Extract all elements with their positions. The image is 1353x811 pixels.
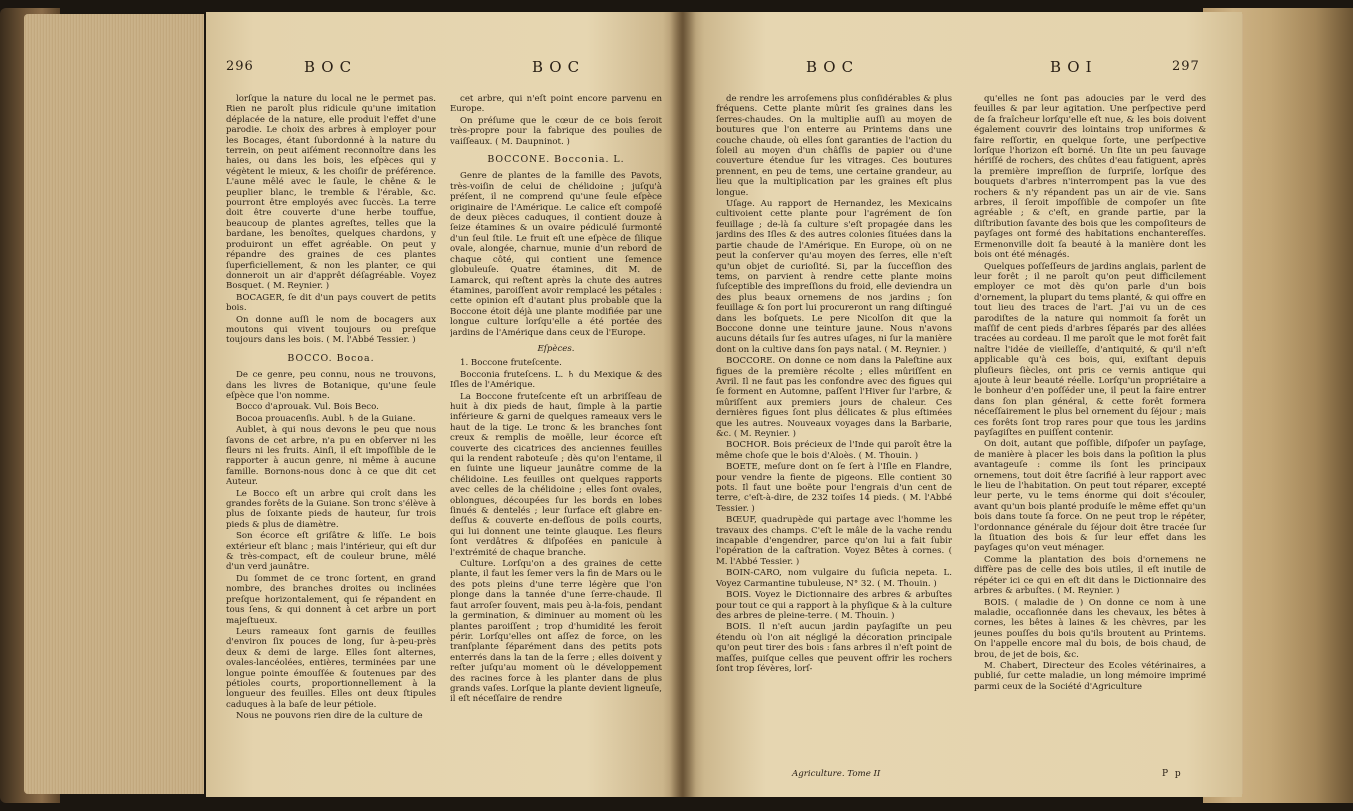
paragraph: BŒUF, quadrupède qui partage avec l'homme les travaux des champs. C'eſt le mâle de la vache rendu incapable d'engendrer, parce qu'on lui a fait ſubir l'opération de la caſtration. Voyez Bêtes à cornes. ( M. l'Abbé Tessier. ) [716,515,952,567]
paragraph: Genre de plantes de la famille des Pavots, très-voiſin de celui de chélidoine ; juſqu'à préſent, il ne comprend qu'une ſeule eſpèce originaire de l'Amérique. Le calice eſt compoſé de deux pièces caduques, il contient douze à ſeize étamines & un ovaire pédiculé ſurmonté d'un ſeul ſtile. Le fruit eſt une eſpèce de ſilique ovale, alongée, charnue, munie d'un rebord de chaque côté, qui contient une ſemence globuleuſe. Quatre étamines, dit M. de Lamarck, qui reſtent après la chute des autres étamines, paroiſſent avoir remplacé les pétales : cette opinion eſt d'autant plus probable que la Boccone étoit déjà une plante modifiée par une longue culture lorſqu'elle a été portée des jardins de l'Amérique dans ceux de l'Europe. [450,171,662,338]
paragraph: BOIS. Il n'eſt aucun jardin payſagiſte un peu étendu où l'on ait négligé la décoration principale qu'on peut tirer des bois : ſans arbres il n'eſt point de maſſes, puiſque celles que peuvent offrir les rochers ſont trop ſévères, lorſ- [716,622,952,674]
paragraph: Leurs rameaux ſont garnis de feuilles d'environ ſix pouces de long, ſur à-peu-près deux & demi de large. Elles ſont alternes, ovales-lancéolées, entières, terminées par une longue pointe émouſſée & ſoutenues par des pétioles courts, proportionnellement à la longueur des feuilles. Elles ont deux ſtipules caduques à la baſe de leur pétiole. [226,626,436,710]
paragraph: De ce genre, peu connu, nous ne trouvons, dans les livres de Botanique, qu'une ſeule eſpèce que l'on nomme. [226,370,436,401]
paragraph: BOCAGER, ſe dit d'un pays couvert de petits bois. [226,292,436,314]
paragraph: 1. Boccone frutеſcente. [460,358,562,369]
right-page-number: 297 [1172,59,1200,74]
paragraph: Son écorce eſt griſâtre & liſſe. Le bois extérieur eſt blanc ; mais l'intérieur, qui eſt dur & très-compact, eſt de couleur brune, mêlé d'un verd jaunâtre. [226,531,436,573]
paragraph: On donne auſſi le nom de bocagers aux moutons qui vivent toujours ou preſque toujours dans les bois. ( M. l'Abbé Tessier. ) [226,314,436,346]
paragraph: Comme la plantation des bois d'ornemens ne diffère pas de celle des bois utiles, il eſt inutile de répéter ici ce qui en eſt dit dans le Dictionnaire des arbres & arbuſtes. ( M. Reynier. ) [974,554,1206,597]
paragraph: Bocconia frutеſcens. L. ♄ du Mexique & des Iſles de l'Amérique. [450,369,662,391]
left-page-edges [24,14,204,794]
paragraph: BOIS. ( maladie de ) On donne ce nom à une maladie, occaſionnée dans les chevaux, les bêtes à cornes, les bêtes à laines & les chèvres, par les jeunes pouſſes du bois qu'ils broutent au Printems. On l'appelle encore mal du bois, de bois chaud, de brou, de jet de bois, &c. [974,597,1206,660]
paragraph: Eſpèces. [537,343,575,354]
right-running-head [682,58,1242,88]
paragraph: On préſume que le cœur de ce bois ſeroit très-propre pour la fabrique des poulies de vaiſſeaux. ( M. Daupninot. ) [450,115,662,147]
left-page [206,12,682,797]
right-head-title-1: BOC [806,58,860,76]
paragraph: BOCHOR. Bois précieux de l'Inde qui paroît être la même choſe que le bois d'Aloès. ( M. Thouin. ) [716,440,952,461]
paragraph: de rendre les arroſemens plus conſidérables & plus fréquens. Cette plante mûrit ſes graines dans les ſerres-chaudes. On la multiplie auſſi au moyen de boutures que l'on enterre au Printems dans une couche chaude, où elles ſont garanties de l'action du ſoleil au moyen d'un châſſis de papier ou d'une couverture étendue ſur les vitrages. Ces boutures prennent, en peu de tems, une certaine grandeur, au lieu que la multiplication par les graines eſt plus longue. [716,94,952,198]
signature-mark: P p [1162,768,1183,779]
paragraph: Nous ne pouvons rien dire de la culture de [236,711,423,722]
right-head-title-2: BOI [1050,58,1098,76]
paragraph: BOIN-CARO, nom vulgaire du ſuſicia nepeta. L. Voyez Carmantine tubuleuse, N° 32. ( M. Thouin. ) [716,568,952,589]
paragraph: Aublet, à qui nous devons le peu que nous ſavons de cet arbre, n'a pu en obſerver ni les fleurs ni les fruits. Ainſi, il eſt impoſſible de le rapporter à aucun genre, ni même à aucune famille. Bornons-nous donc à ce que dit cet Auteur. [226,425,436,488]
paragraph: BOETE, meſure dont on ſe ſert à l'Iſle en Flandre, pour vendre la fiente de pigeons. Elle contient 30 pots. Il faut une boëte pour l'engrais d'un cent de terre, c'eſt-à-dire, de 232 toiſes 14 pieds. ( M. l'Abbé Tessier. ) [716,462,952,514]
right-page [682,12,1242,797]
paragraph: Bocoa prouacenſis. Aubl. ♄ de la Guiane. [236,413,416,424]
paragraph: Le Bocco eſt un arbre qui croît dans les grandes forêts de la Guiane. Son tronc s'élève à plus de ſoixante pieds de hauteur, ſur trois pieds & plus de diamètre. [226,488,436,530]
paragraph: qu'elles ne ſont pas adoucies par le verd des feuilles & par leur agitation. Une perſpective perd de ſa fraîcheur lorſqu'elle eſt nue, & les bois doivent également couvrir des lointains trop uniformes & faire reſſortir, en quelque ſorte, une perſpective lorſque l'horizon eſt borné. Un ſite un peu ſauvage hériſſé de rochers, des chûtes d'eau fatiguent, après la première impreſſion de ſurpriſe, lorſque des bouquets d'arbres n'interrompent pas la vue des rochers & n'y répandent pas un air de vie. Sans arbres, il ſeroit impoſſible de compoſer un ſite agréable ; & c'eſt, en grande partie, par la diſtribution ſavante des bois que les compoſiteurs de payſages ont formé des habitations enchantereſſes. Ermenonville doit ſa beauté à la manière dont les bois ont été ménagés. [974,94,1206,261]
paragraph: Du ſommet de ce tronc ſortent, en grand nombre, des branches droites ou inclinées preſque horizontalement, qui ſe répandent en tous ſens, & qui donnent à cet arbre un port majeſtueux. [226,573,436,626]
left-head-title-2: BOC [532,58,586,76]
left-running-head [206,58,682,88]
book-gutter [670,12,696,797]
paragraph: BOIS. Voyez le Dictionnaire des arbres & arbuſtes pour tout ce qui a rapport à la phyſique & à la culture des arbres de pleine-terre. ( M. Thouin. ) [716,590,952,621]
paragraph: M. Chabert, Directeur des Ecoles vétérinaires, a publié, ſur cette maladie, un long mémoire imprimé parmi ceux de la Société d'Agriculture [974,660,1206,692]
left-head-title-1: BOC [304,58,358,76]
right-column-2 [974,94,1206,757]
paragraph: BOCCO. Bocoa. [287,352,375,364]
paragraph: BOCCONE. Bocconia. L. [487,154,625,166]
paragraph: BOCCORE. On donne ce nom dans la Paleſtine aux figues de la première récolte ; elles mûriſſent en Avril. Il ne faut pas les confondre avec des figues qui ſe forment en Automne, paſſent l'Hiver ſur l'arbre, & mûriſſent aux premiers jours de chaleur. Ces dernières figues ſont plus délicates & plus eſtimées que les autres. Nouveaux voyages dans la Barbarie, &c. ( M. Reynier. ) [716,356,952,439]
paragraph: La Boccone frutеſcente eſt un arbriſſeau de huit à dix pieds de haut, ſimple à la partie inférieure & garni de quelques rameaux vers le haut de la tige. Le tronc & les branches ſont creux & remplis de moëlle, leur écorce eſt couverte des cicatrices des anciennes feuilles qui la rendent raboteuſe ; dès qu'on l'entame, il en ſuinte une liqueur jaunâtre comme de la chélidoine. Les feuilles ont quelques rapports avec celles de la chélidoine ; elles ſont ovales, oblongues, découpées ſur les bords en lobes ſinués & dentelés ; leur ſurface eſt glabre en-deſſus & couverte en-deſſous de poils courts, qui lui donnent une teinte glauque. Les fleurs ſont verdâtres & diſpoſées en panicule à l'extrémité de chaque branche. [450,391,662,558]
left-column-2 [450,94,662,757]
paragraph: lorſque la nature du local ne le permet pas. Rien ne paroît plus ridicule qu'une imitation déplacée de la nature, elle produit l'effet d'une parodie. Le choix des arbres à employer pour les Bocages, étant ſubordonné à la nature du terrein, on peut aiſément reconnoître dans les haies, ou dans les bois, les eſpèces qui y végètent le mieux, & les choiſir de préférence. L'aune mêlé avec le ſaule, le chêne & le peuplier blanc, le tremble & l'érable, &c. pourront être employés avec ſuccès. La terre doit être couverte d'une herbe touffue, beaucoup de plantes agreſtes, telles que la bardane, les benoîtes, quelques chardons, y produiront un effet agréable. On peut y répandre des graines de ces plantes ſuperficiellement, & non les planter, ce qui donneroit un air d'apprêt déſagréable. Voyez Bosquet. ( M. Reynier. ) [226,94,436,292]
paragraph: On doit, autant que poſſible, diſpoſer un payſage, de manière à placer les bois dans la poſition la plus avantageuſe : comme ils ſont les principaux ornemens, tout doit être ſacrifié à leur rapport avec le lieu de l'habitation. On peut tout réparer, excepté leur perte, vu le tems énorme qui doit s'écouler, avant qu'un bois planté produiſe le même effet qu'un bois dans toute ſa force. On ne peut trop le répéter, l'ordonnance générale du ſéjour doit être tracée ſur la ſituation des bois & ſur leur effet dans les payſages qu'on veut ménager. [974,439,1206,554]
paragraph: Uſage. Au rapport de Hernandez, les Mexicains cultivoient cette plante pour l'agrément de ſon feuillage ; de-là ſa culture s'eſt propagée dans les jardins des Iſles & des autres colonies ſituées dans la partie chaude de l'Amérique. En Europe, où on ne peut la conſerver qu'au moyen des ſerres, elle n'eſt qu'un objet de curioſité. Si, par la ſucceſſion des tems, on parvient à rendre cette plante moins ſuſceptible des impreſſions du froid, elle deviendra un des plus beaux ornemens de nos jardins ; ſon feuillage & ſon port lui procureront un rang diſtingué dans les boſquets. Le pere Nicolſon dit que la Boccone donne une teinture jaune. Nous n'avons aucuns détails ſur ſes autres uſages, ni ſur la manière dont on la cultive dans ſon pays natal. ( M. Reynier. ) [716,199,952,355]
left-column-1 [226,94,436,757]
paragraph: cet arbre, qui n'eſt point encore parvenu en Europe. [450,94,662,115]
right-column-1 [716,94,952,745]
paragraph: Culture. Lorſqu'on a des graines de cette plante, il faut les ſemer vers la fin de Mars ou le des pots pleins d'une terre légère que l'on plonge dans la tannée d'une ſerre-chaude. Il faut arroſer ſouvent, mais peu à-la-fois, pendant la germination, & diminuer au moment où les plantes paroiſſent ; trop d'humidité les feroit périr. Lorſqu'elles ont aſſez de force, on les tranſplante ſéparément dans des petits pots enterrés dans la tan de la ſerre ; elles doivent y reſter juſqu'au moment où le développement des racines force à les planter dans de plus grands vaſes. Lorſque la plante devient ligneuſe, il eſt néceſſaire de rendre [450,559,662,705]
paragraph: Quelques poſſeſſeurs de jardins anglais, parlent de leur forêt ; il ne paroît qu'on peut difficilement employer ce mot dès qu'on parle d'un bois d'ornement, la plupart du tems planté, & qui offre en tout lieu des traces de l'art. J'ai vu un de ces parodiſtes de la nature qui nommoit ſa forêt un maſſif de cent pieds d'arbres ſéparés par des allées tracées au cordeau. Il me paroît que le mot forêt fait naître l'idée de vieilleſſe, d'antiquité, & qu'il n'eſt applicable qu'à ces bois, qui, exiſtant depuis pluſieurs ſiècles, ont pris ce vernis antique qui ajoute à leur beauté réelle. Lorſqu'un propriétaire a le bonheur d'en poſſéder une, il peut la faire entrer dans ſon plan général, & cette forêt formera néceſſairement le plus bel ornement du ſéjour ; mais ces forêts ſont trop rares pour que tous les jardins payſagiſtes en puiſſent contenir. [974,261,1206,438]
paragraph: Bocco d'aprouak. Vul. Bois Beco. [236,402,379,413]
left-page-number: 296 [226,59,254,74]
volume-footer: Agriculture. Tome II [792,768,881,779]
